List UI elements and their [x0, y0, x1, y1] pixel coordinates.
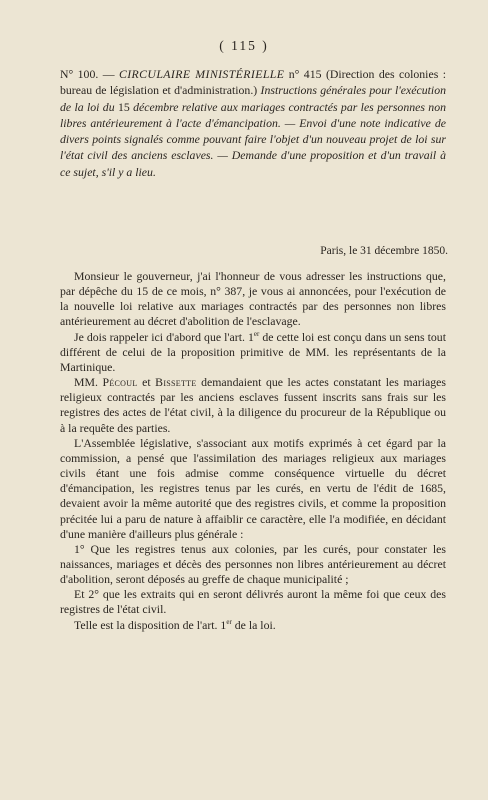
name-bissette: Bissette: [155, 375, 197, 390]
paragraph-6: Et 2° que les extraits qui en seront délivrés auront la même foi que ceux des registres de l'état civil.: [60, 587, 446, 617]
paragraph-2-text-b: de cette loi est conçu dans un sens tout différent de celui de la proposition primitive de MM. les représentants de la Martinique.: [60, 329, 446, 374]
letter-body: [60, 269, 446, 633]
circular-subject-date: 15: [114, 99, 134, 114]
paragraph-3-text-a: MM.: [74, 375, 103, 390]
paragraph-7: [60, 618, 446, 633]
paragraph-7-text-a: Telle est la disposition de l'art. 1: [74, 617, 227, 632]
circular-subject: Instructions générales pour l'exécution de la loi du: [60, 83, 447, 114]
circular-department: (Direction des colonies : bureau de législation et d'administration.): [60, 67, 446, 98]
dateline: Paris, le 31 décembre 1850.: [320, 245, 448, 257]
paragraph-2: [60, 330, 446, 375]
paragraph-3: [60, 375, 446, 436]
superscript-er: er: [226, 617, 232, 626]
circular-title-number: n° 415: [284, 67, 326, 81]
name-pecoul: Pécoul: [102, 375, 138, 390]
circular-number: N° 100.: [60, 67, 99, 81]
circular-heading: [60, 66, 446, 180]
paragraph-3-and: et: [137, 375, 156, 390]
circular-title: CIRCULAIRE MINISTÉRIELLE: [118, 67, 285, 81]
paragraph-3-text-b: demandaient que les actes constatant les mariages religieux contractés par les anciens esclaves fussent inscrits sans frais sur les registres des actes de l'état civil, à la diligence du procureur de la République ou à la requête des parties.: [60, 375, 446, 435]
paragraph-5: 1° Que les registres tenus aux colonies, par les curés, pour constater les naissances, mariages et décès des personnes non libres antérieurement au décret d'abolition, seront déposés au greffe de chaque municipalité ;: [60, 541, 446, 587]
heading-dash: —: [98, 67, 119, 81]
page-number: ( 115 ): [219, 38, 269, 53]
paragraph-2-text-a: Je dois rappeler ici d'abord que l'art. 1: [74, 329, 254, 344]
superscript-er: er: [253, 329, 260, 338]
paragraph-1: Monsieur le gouverneur, j'ai l'honneur de vous adresser les instructions que, par dépêche du 15 de ce mois, n° 387, je vous ai annoncées, pour l'exécution de la nouvelle loi relative aux mariages contractés par des personnes non libres antérieurement au décret d'abolition de l'esclavage.: [60, 269, 446, 329]
paragraph-4: L'Assemblée législative, s'associant aux motifs exprimés à cet égard par la commission, a pensé que l'assimilation des mariages religieux aux mariages civils étant une fois admise comme conséquence virtuelle du décret d'émancipation, les registres tenus par les curés, en vertu de l'édit de 1685, devaient avoir la même autorité que des registres civils, et comme la proposition précitée lui a paru de nature à affaiblir ce caractère, elle l'a modifiée, en décidant d'une manière d'ailleurs plus générale :: [60, 435, 446, 541]
circular-subject-continued: décembre relative aux mariages contractés par les personnes non libres antérieurement à l'acte d'émancipation. — Envoi d'une note indicative de divers points signalés comme pouvant faire l'objet d'un nouveau projet de loi sur l'état civil des anciens esclaves. — Demande d'une proposition et d'un travail à ce sujet, s'il y a lieu.: [60, 99, 446, 179]
paragraph-7-text-b: de la loi.: [231, 617, 276, 632]
